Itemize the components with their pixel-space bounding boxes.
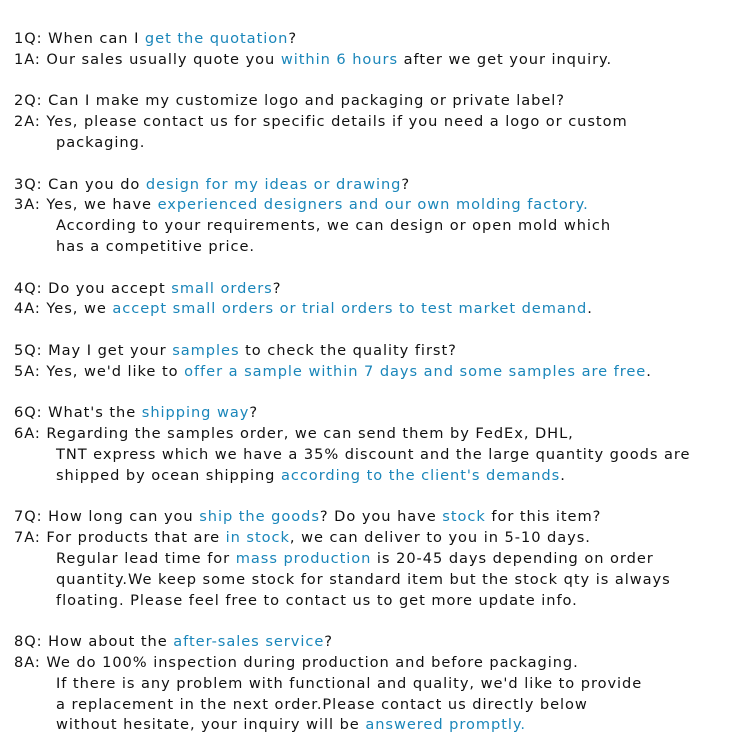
faq-answer-continuation (14, 466, 746, 487)
text-segment: for this item? (485, 508, 602, 526)
text-segment: quantity.We keep some stock for standard item but the stock qty is always (56, 570, 671, 588)
text-segment: after we get your inquiry. (398, 50, 613, 68)
highlight-text: within 6 hours (280, 50, 399, 68)
highlight-text: accept small orders or trial orders to test market demand (112, 300, 588, 318)
text-segment: 7A: For products that are (14, 529, 226, 547)
text-segment: 4A: Yes, we (14, 300, 113, 318)
highlight-text: after-sales service (173, 633, 325, 651)
faq-question (14, 279, 746, 300)
text-segment: 6Q: What's the (14, 404, 142, 422)
faq-answer-continuation (14, 237, 746, 258)
text-segment: packaging. (56, 133, 146, 151)
faq-question (14, 507, 746, 528)
faq-list (14, 29, 746, 736)
text-segment: floating. Please feel free to contact us to get more update info. (56, 591, 578, 609)
faq-spacer (14, 258, 746, 279)
text-segment: 1A: Our sales usually quote you (14, 50, 281, 68)
text-segment: 8A: We do 100% inspection during production and before packaging. (14, 653, 579, 671)
faq-question (14, 175, 746, 196)
text-segment: 7Q: How long can you (14, 508, 200, 526)
faq-spacer (14, 154, 746, 175)
faq-spacer (14, 487, 746, 508)
faq-spacer (14, 383, 746, 404)
highlight-text: design for my ideas or drawing (145, 175, 402, 193)
faq-answer (14, 195, 746, 216)
faq-answer-continuation (14, 133, 746, 154)
text-segment: ? (324, 633, 333, 651)
highlight-text: get the quotation (144, 30, 289, 47)
highlight-text: offer a sample within 7 days and some samples are free (184, 362, 647, 380)
highlight-text: experienced designers and our own molding factory. (157, 196, 589, 214)
text-segment: 3A: Yes, we have (14, 196, 158, 214)
faq-answer-continuation (14, 445, 746, 466)
text-segment: without hesitate, your inquiry will be (56, 716, 366, 734)
text-segment: ? Do you have (319, 508, 443, 526)
faq-item-q6 (14, 403, 746, 486)
faq-spacer (14, 71, 746, 92)
faq-question (14, 341, 746, 362)
text-segment: 2A: Yes, please contact us for specific details if you need a logo or custom (14, 113, 628, 131)
faq-answer (14, 362, 746, 383)
faq-answer (14, 112, 746, 133)
text-segment: shipped by ocean shipping (56, 466, 281, 484)
faq-item-q5 (14, 341, 746, 383)
faq-spacer (14, 320, 746, 341)
text-segment: 6A: Regarding the samples order, we can send them by FedEx, DHL, (14, 425, 574, 443)
text-segment: a replacement in the next order.Please contact us directly below (56, 695, 588, 713)
faq-item-q4 (14, 279, 746, 321)
faq-item-q8 (14, 632, 746, 736)
faq-question (14, 632, 746, 653)
faq-answer (14, 424, 746, 445)
text-segment: ? (401, 175, 411, 193)
text-segment: TNT express which we have a 35% discount and the large quantity goods are (56, 445, 691, 463)
text-segment: ? (288, 30, 298, 47)
text-segment: . (646, 362, 652, 380)
highlight-text: stock (442, 508, 486, 526)
text-segment: ? (249, 404, 259, 422)
highlight-text: according to the client's demands (280, 466, 561, 484)
text-segment: 5Q: May I get your (14, 341, 173, 359)
text-segment: 5A: Yes, we'd like to (14, 362, 185, 380)
highlight-text: samples (172, 341, 240, 359)
faq-answer (14, 50, 746, 71)
faq-answer-continuation (14, 674, 746, 695)
faq-question (14, 91, 746, 112)
faq-answer (14, 653, 746, 674)
text-segment: . (587, 300, 593, 318)
text-segment: 1Q: When can I (14, 30, 145, 47)
text-segment: . (560, 466, 566, 484)
faq-answer-continuation (14, 591, 746, 612)
text-segment: Regular lead time for (56, 549, 236, 567)
text-segment: ? (272, 279, 282, 297)
faq-answer (14, 299, 746, 320)
highlight-text: ship the goods (199, 508, 320, 526)
highlight-text: in stock (225, 529, 290, 547)
faq-item-q1 (14, 29, 746, 71)
text-segment: , we can deliver to you in 5-10 days. (289, 529, 591, 547)
faq-question (14, 403, 746, 424)
highlight-text: shipping way (141, 404, 250, 422)
text-segment: to check the quality first? (239, 341, 457, 359)
text-segment: 4Q: Do you accept (14, 279, 172, 297)
highlight-text: small orders (171, 279, 273, 297)
faq-answer-continuation (14, 216, 746, 237)
faq-answer (14, 528, 746, 549)
faq-answer-continuation (14, 715, 746, 736)
faq-question (14, 29, 746, 50)
highlight-text: mass production (235, 549, 372, 567)
text-segment: If there is any problem with functional and quality, we'd like to provide (56, 674, 643, 692)
text-segment: According to your requirements, we can design or open mold which (56, 217, 612, 235)
faq-item-q7 (14, 507, 746, 611)
text-segment: is 20-45 days depending on order (371, 549, 654, 567)
highlight-text: answered promptly. (365, 716, 527, 734)
text-segment: 3Q: Can you do (14, 175, 146, 193)
faq-answer-continuation (14, 695, 746, 716)
faq-answer-continuation (14, 549, 746, 570)
faq-spacer (14, 611, 746, 632)
text-segment: 8Q: How about the (14, 633, 174, 651)
text-segment: 2Q: Can I make my customize logo and packaging or private label? (14, 92, 565, 110)
text-segment: has a competitive price. (56, 237, 255, 255)
faq-item-q2 (14, 91, 746, 153)
faq-item-q3 (14, 175, 746, 258)
faq-answer-continuation (14, 570, 746, 591)
